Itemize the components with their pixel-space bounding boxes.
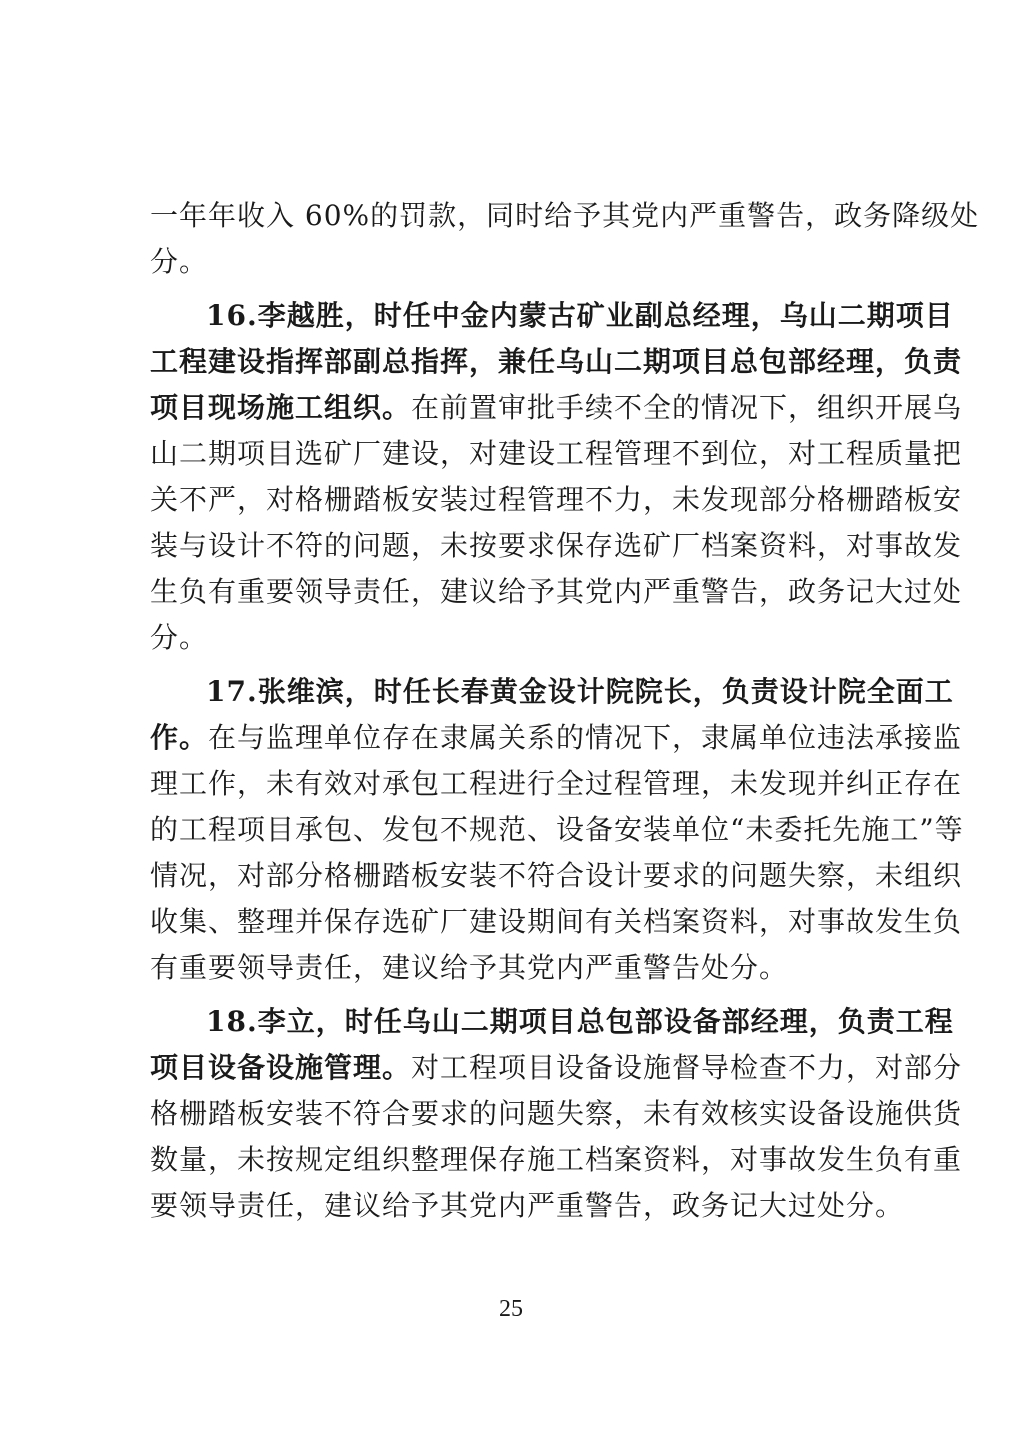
body-text: 在前置审批手续不全的情况下，组织开展乌 <box>411 391 963 424</box>
text-line: 理工作，未有效对承包工程进行全过程管理，未发现并纠正存在 <box>150 767 963 800</box>
paragraph-17 <box>150 669 964 991</box>
page-number: 25 <box>499 1296 523 1322</box>
bold-heading: 16.李越胜，时任中金内蒙古矿业副总经理，乌山二期项目 <box>206 299 954 332</box>
text-line: 装与设计不符的问题，未按要求保存选矿厂档案资料，对事故发 <box>150 529 963 562</box>
continuation-paragraph <box>150 193 980 285</box>
text-line: 分。 <box>150 245 209 278</box>
text-line: 情况，对部分格栅踏板安装不符合设计要求的问题失察，未组织 <box>150 859 963 892</box>
text-line: 有重要领导责任，建议给予其党内严重警告处分。 <box>150 951 789 984</box>
text-line: 一年年收入 60%的罚款，同时给予其党内严重警告，政务降级处 <box>150 199 980 232</box>
text-line: 关不严，对格栅踏板安装过程管理不力，未发现部分格栅踏板安 <box>150 483 963 516</box>
text-line: 生负有重要领导责任，建议给予其党内严重警告，政务记大过处 <box>150 575 963 608</box>
text-line <box>150 1045 963 1091</box>
text-line: 的工程项目承包、发包不规范、设备安装单位“未委托先施工”等 <box>150 813 964 846</box>
text-line: 山二期项目选矿厂建设，对建设工程管理不到位，对工程质量把 <box>150 437 963 470</box>
text-line <box>150 293 954 339</box>
text-line <box>150 385 963 431</box>
text-line <box>150 999 954 1045</box>
body-text: 对工程项目设备设施督导检查不力，对部分 <box>411 1051 963 1084</box>
bold-heading: 18.李立，时任乌山二期项目总包部设备部经理，负责工程 <box>206 1005 954 1038</box>
bold-heading: 17.张维滨，时任长春黄金设计院院长，负责设计院全面工 <box>206 675 954 708</box>
text-line: 要领导责任，建议给予其党内严重警告，政务记大过处分。 <box>150 1189 905 1222</box>
text-line <box>150 715 963 761</box>
bold-heading: 作。 <box>150 721 209 754</box>
paragraph-16 <box>150 293 963 661</box>
bold-heading: 工程建设指挥部副总指挥，兼任乌山二期项目总包部经理，负责 <box>150 345 963 378</box>
bold-heading: 项目现场施工组织。 <box>150 391 412 424</box>
text-line: 数量，未按规定组织整理保存施工档案资料，对事故发生负有重 <box>150 1143 963 1176</box>
text-line: 格栅踏板安装不符合要求的问题失察，未有效核实设备设施供货 <box>150 1097 963 1130</box>
document-body <box>150 193 980 1229</box>
body-text: 在与监理单位存在隶属关系的情况下，隶属单位违法承接监 <box>208 721 963 754</box>
text-line: 收集、整理并保存选矿厂建设期间有关档案资料，对事故发生负 <box>150 905 963 938</box>
text-line <box>150 339 963 385</box>
paragraph-18 <box>150 999 963 1229</box>
text-line <box>150 669 954 715</box>
text-line: 分。 <box>150 621 209 654</box>
bold-heading: 项目设备设施管理。 <box>150 1051 412 1084</box>
